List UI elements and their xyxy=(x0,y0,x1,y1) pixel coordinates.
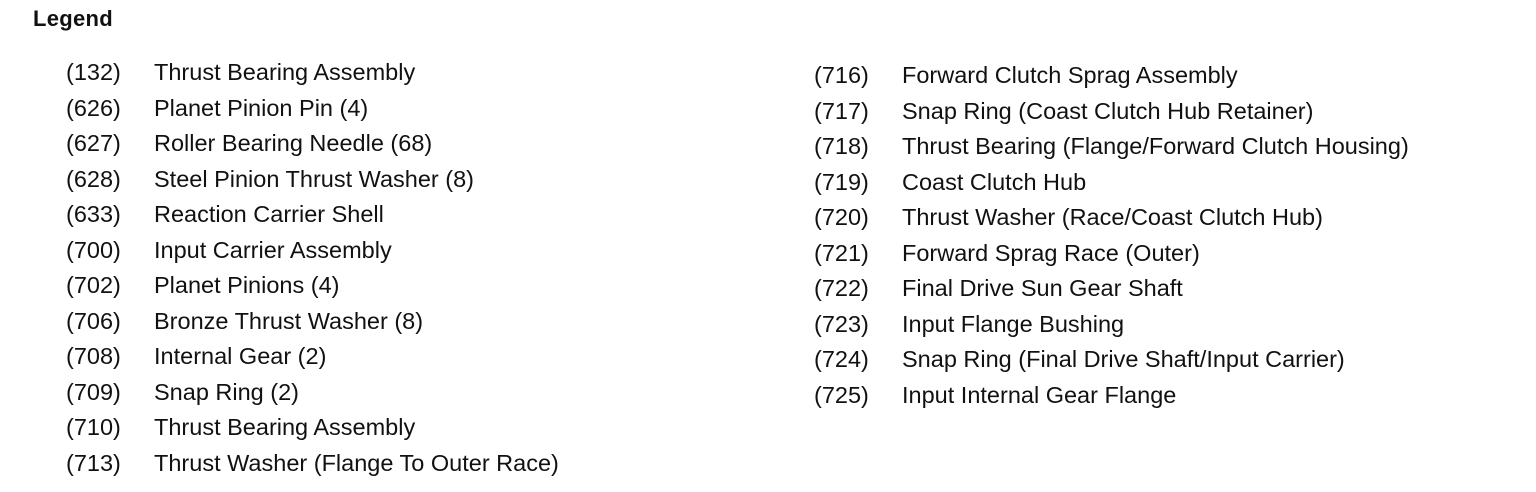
legend-entry xyxy=(814,201,1514,233)
part-description: Thrust Bearing (Flange/Forward Clutch Housing) xyxy=(902,133,1409,159)
part-description: Reaction Carrier Shell xyxy=(154,201,384,227)
legend-entry xyxy=(814,308,1514,340)
legend-heading: Legend xyxy=(33,6,114,31)
legend-entry xyxy=(814,166,1514,198)
legend-entry xyxy=(814,379,1514,411)
legend-entry xyxy=(66,163,766,195)
legend-entry xyxy=(66,340,766,372)
part-description: Snap Ring (Coast Clutch Hub Retainer) xyxy=(902,97,1314,124)
part-number: (723) xyxy=(814,310,869,337)
part-description: Thrust Washer (Race/Coast Clutch Hub) xyxy=(902,204,1323,230)
part-description: Roller Bearing Needle (68) xyxy=(154,130,433,156)
legend-entry xyxy=(66,305,766,337)
part-number: (713) xyxy=(66,449,121,476)
part-number: (710) xyxy=(66,414,121,440)
legend-entry xyxy=(814,272,1514,304)
legend-entry xyxy=(814,59,1514,91)
legend-entry xyxy=(66,447,766,479)
part-description: Thrust Washer (Flange To Outer Race) xyxy=(154,449,559,476)
legend-entry xyxy=(814,130,1514,162)
part-description: Forward Sprag Race (Outer) xyxy=(902,239,1200,266)
part-number: (633) xyxy=(66,201,121,227)
part-number: (724) xyxy=(814,346,869,372)
part-number: (719) xyxy=(814,168,869,195)
legend-entry xyxy=(66,234,766,266)
part-description: Input Internal Gear Flange xyxy=(902,381,1177,408)
part-description: Input Carrier Assembly xyxy=(154,236,392,263)
part-description: Steel Pinion Thrust Washer (8) xyxy=(154,165,474,192)
legend-entry xyxy=(814,95,1514,127)
part-description: Planet Pinion Pin (4) xyxy=(154,94,369,121)
part-description: Planet Pinions (4) xyxy=(154,272,340,298)
legend-left-column xyxy=(66,56,766,482)
part-number: (700) xyxy=(66,236,121,263)
part-number: (716) xyxy=(814,62,869,88)
part-description: Snap Ring (2) xyxy=(154,378,299,405)
part-description: Coast Clutch Hub xyxy=(902,168,1087,195)
legend-entry xyxy=(66,127,766,159)
part-number: (706) xyxy=(66,307,121,334)
legend-entry xyxy=(66,269,766,301)
part-number: (717) xyxy=(814,97,869,124)
part-description: Forward Clutch Sprag Assembly xyxy=(902,62,1238,88)
part-number: (708) xyxy=(66,343,121,369)
part-description: Thrust Bearing Assembly xyxy=(154,59,416,85)
part-description: Bronze Thrust Washer (8) xyxy=(154,307,424,334)
part-number: (709) xyxy=(66,378,121,405)
part-number: (628) xyxy=(66,165,121,192)
legend-entry xyxy=(66,376,766,408)
legend-entry xyxy=(814,343,1514,375)
part-number: (725) xyxy=(814,381,869,408)
part-number: (702) xyxy=(66,272,121,298)
legend-entry xyxy=(66,198,766,230)
part-description: Thrust Bearing Assembly xyxy=(154,414,416,440)
part-description: Internal Gear (2) xyxy=(154,343,327,369)
part-description: Input Flange Bushing xyxy=(902,310,1125,337)
part-number: (721) xyxy=(814,239,869,266)
legend-entry xyxy=(66,411,766,443)
part-number: (718) xyxy=(814,133,869,159)
legend-entry xyxy=(814,237,1514,269)
legend-entry xyxy=(66,56,766,88)
legend-entry xyxy=(66,92,766,124)
part-number: (626) xyxy=(66,94,121,121)
part-number: (132) xyxy=(66,59,121,85)
part-description: Snap Ring (Final Drive Shaft/Input Carrier) xyxy=(902,346,1345,372)
legend-right-column xyxy=(814,59,1514,414)
part-number: (720) xyxy=(814,204,869,230)
part-number: (722) xyxy=(814,275,869,301)
part-description: Final Drive Sun Gear Shaft xyxy=(902,275,1183,301)
part-number: (627) xyxy=(66,130,121,156)
